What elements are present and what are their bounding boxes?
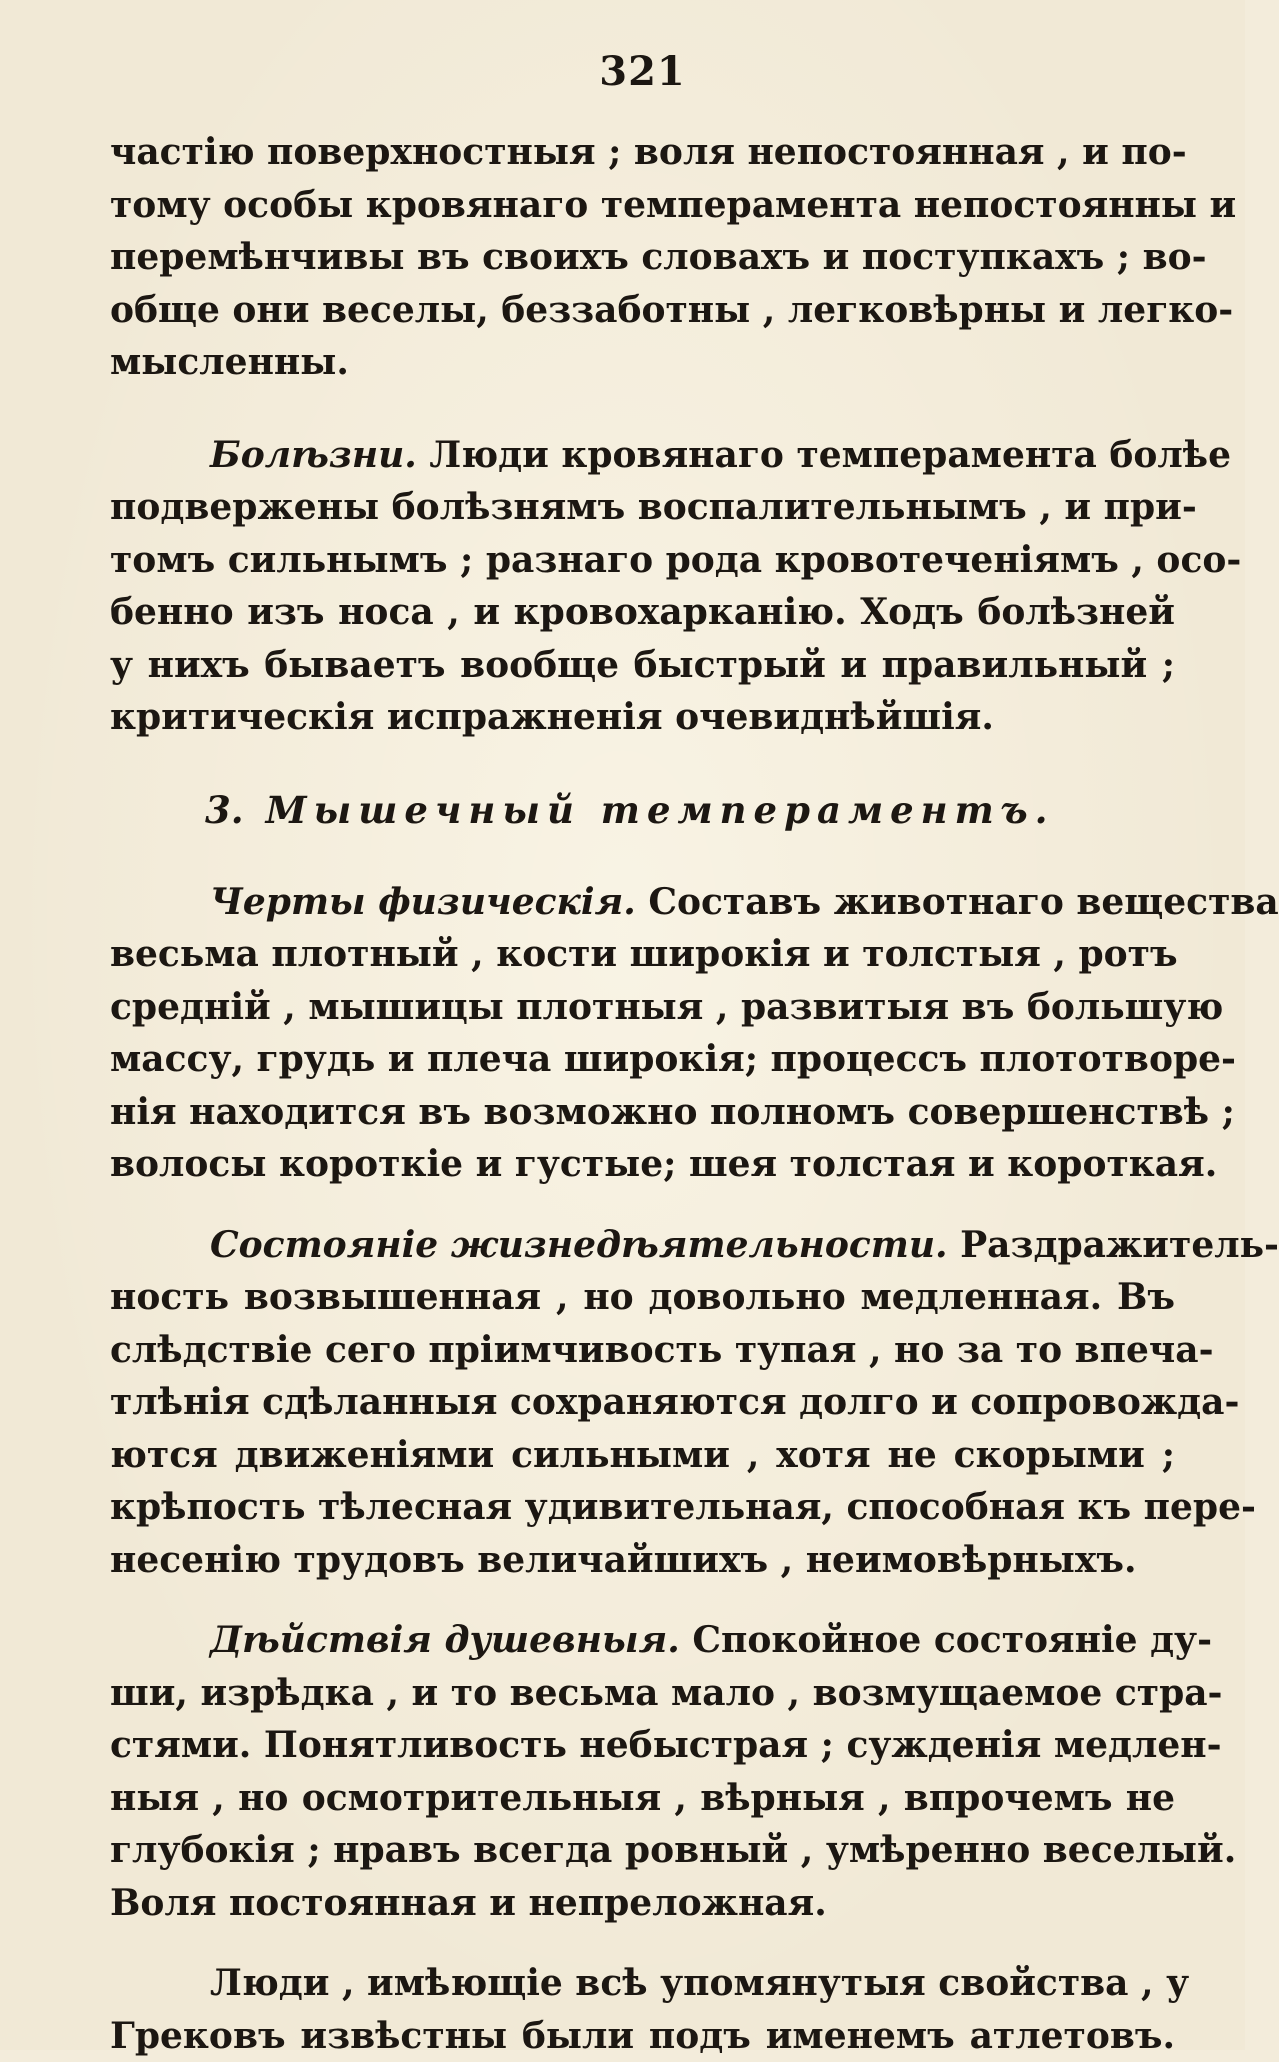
section-heading xyxy=(110,784,1175,836)
text-line: слѣдствіе сего пріимчивость тупая , но за то впеча- xyxy=(110,1324,1175,1377)
paragraph-lead: Болѣзни. xyxy=(210,434,417,476)
text-line: подвержены болѣзнямъ воспалительнымъ , и при- xyxy=(110,481,1175,534)
text-line: критическія испражненія очевиднѣйшія. xyxy=(110,691,1175,744)
paragraph-lead: Состояніе жизнедѣятельности. xyxy=(210,1224,948,1266)
text-line: массу, грудь и плеча широкія; процессъ плототворе- xyxy=(110,1033,1175,1086)
paragraph-mental-actions xyxy=(110,1614,1175,1929)
text-line: весьма плотный , кости широкія и толстыя , ротъ xyxy=(110,928,1175,981)
text-line: стями. Понятливость небыстрая ; сужденія медлен- xyxy=(110,1719,1175,1772)
text-line: частію поверхностныя ; воля непостоянная , и по- xyxy=(110,126,1175,179)
text-line: нія находится въ возможно полномъ совершенствѣ ; xyxy=(110,1086,1175,1139)
text-line: бенно изъ носа , и кровохарканію. Ходъ болѣзней xyxy=(110,586,1175,639)
text-line: перемѣнчивы въ своихъ словахъ и поступкахъ ; во- xyxy=(110,231,1175,284)
text-line: Воля постоянная и непреложная. xyxy=(110,1877,1175,1930)
section-number: 3. xyxy=(205,788,244,832)
text-line xyxy=(110,1219,1175,1272)
text-line-rest: Раздражитель- xyxy=(960,1224,1279,1266)
paragraph-closing xyxy=(110,1957,1175,2062)
text-line: тому особы кровянаго темперамента непостоянны и xyxy=(110,179,1175,232)
paragraph-diseases xyxy=(110,429,1175,744)
section-title: Мышечный темпераментъ. xyxy=(266,788,1055,832)
text-line: у нихъ бываетъ вообще быстрый и правильный ; xyxy=(110,639,1175,692)
paragraph-vital-state xyxy=(110,1219,1175,1587)
text-line: мысленны. xyxy=(110,336,1175,389)
paragraph-physical-features xyxy=(110,876,1175,1191)
page-number: 321 xyxy=(110,52,1175,92)
paragraph-continuation xyxy=(110,126,1175,389)
text-line: средній , мышицы плотныя , развитыя въ большую xyxy=(110,981,1175,1034)
text-line: тлѣнія сдѣланныя сохраняются долго и сопровожда- xyxy=(110,1376,1175,1429)
text-line xyxy=(110,876,1175,929)
text-line: ность возвышенная , но довольно медленная. Въ xyxy=(110,1271,1175,1324)
paragraph-lead: Дѣйствія душевныя. xyxy=(210,1619,680,1661)
text-line: томъ сильнымъ ; разнаго рода кровотеченіямъ , осо- xyxy=(110,534,1175,587)
text-line: Грековъ извѣстны были подъ именемъ атлетовъ. xyxy=(110,2010,1175,2062)
paragraph-lead: Черты физическія. xyxy=(210,881,636,923)
text-line-rest: Люди кровянаго темперамента болѣе xyxy=(429,434,1231,476)
text-line: ши, изрѣдка , и то весьма мало , возмущаемое стра- xyxy=(110,1667,1175,1720)
text-line-rest: Составъ животнаго вещества xyxy=(648,881,1278,923)
text-line: ныя , но осмотрительныя , вѣрныя , впрочемъ не xyxy=(110,1772,1175,1825)
text-line: крѣпость тѣлесная удивительная, способная къ пере- xyxy=(110,1481,1175,1534)
text-line: глубокія ; нравъ всегда ровный , умѣренно веселый. xyxy=(110,1824,1175,1877)
text-line xyxy=(110,1614,1175,1667)
text-line: ются движеніями сильными , хотя не скорыми ; xyxy=(110,1429,1175,1482)
text-line: Люди , имѣющіе всѣ упомянутыя свойства , у xyxy=(110,1957,1175,2010)
text-line: несенію трудовъ величайшихъ , неимовѣрныхъ. xyxy=(110,1534,1175,1587)
text-line: волосы короткіе и густые; шея толстая и короткая. xyxy=(110,1138,1175,1191)
text-line: обще они веселы, беззаботны , легковѣрны и легко- xyxy=(110,284,1175,337)
text-line xyxy=(110,429,1175,482)
text-line-rest: Спокойное состояніе ду- xyxy=(692,1619,1212,1661)
